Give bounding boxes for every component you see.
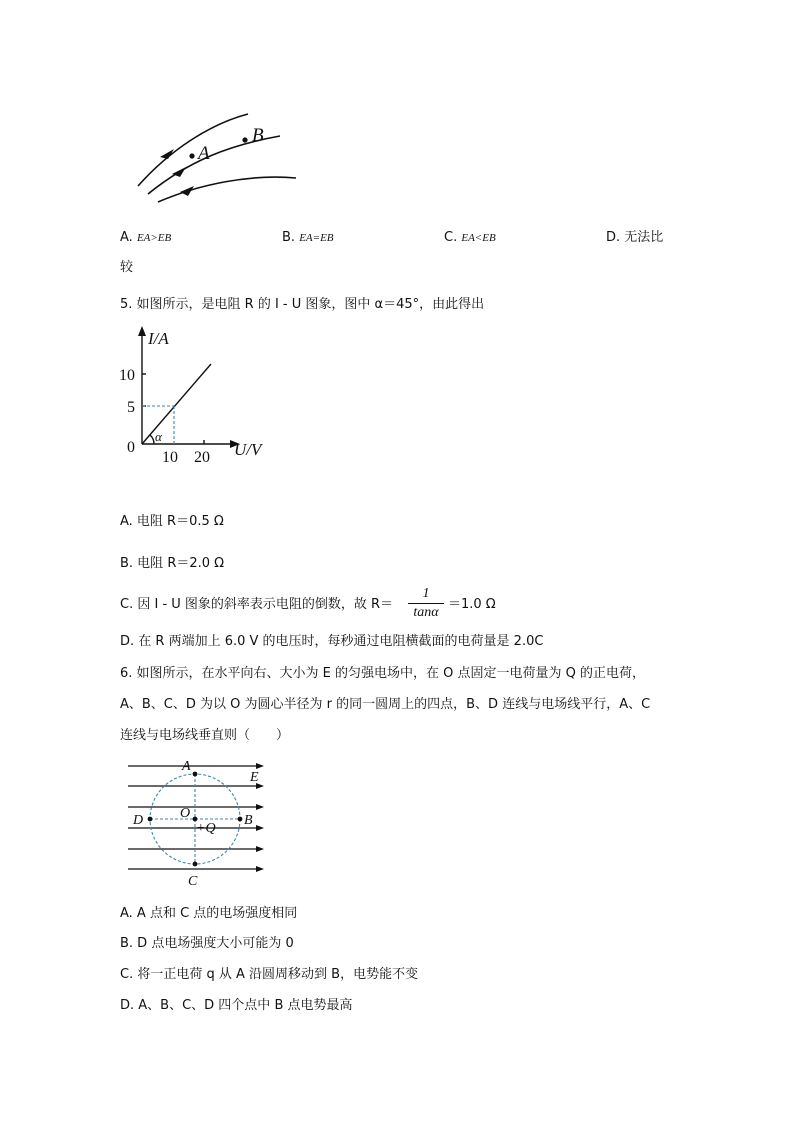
field-line-3 (158, 177, 296, 202)
point-B-dot (238, 817, 243, 822)
y-axis-label: I/A (148, 329, 169, 348)
q5-iu-graph (118, 322, 278, 467)
q5-option-c-suffix: ＝1.0 Ω (448, 597, 496, 612)
q6-stem-line-1: 6. 如图所示，在水平向右、大小为 E 的匀强电场中，在 O 点固定一电荷量为 Q 的正电荷， (120, 666, 646, 681)
q4-option-c[interactable] (444, 229, 496, 247)
iu-line (142, 364, 211, 444)
label-A: A (182, 759, 191, 774)
x-axis-label: U/V (234, 440, 262, 459)
field-arrow-5 (256, 846, 264, 852)
y-tick-label-5: 5 (127, 399, 135, 416)
y-axis-arrow (138, 326, 146, 336)
q4-option-c-expr: EA<EB (461, 232, 496, 244)
point-B-dot (242, 137, 247, 142)
x-tick-label-10: 10 (162, 449, 178, 466)
label-O: O (180, 806, 191, 821)
y-tick-label-10: 10 (119, 367, 135, 384)
q5-stem: 5. 如图所示，是电阻 R 的 I - U 图象，图中 α＝45°，由此得出 (120, 297, 485, 312)
q5-option-b[interactable]: B. 电阻 R＝2.0 Ω (120, 556, 225, 571)
q6-field-circle-figure (124, 756, 272, 890)
q6-stem-line-2: A、B、C、D 为以 O 为圆心半径为 r 的同一圆周上的四点，B、D 连线与电场线平行，A、C (120, 697, 651, 712)
q4-option-b-prefix: B. (282, 230, 296, 245)
q6-option-a[interactable]: A. A 点和 C 点的电场强度相同 (120, 906, 298, 921)
q4-option-c-prefix: C. (444, 230, 458, 245)
field-line-1 (138, 114, 248, 186)
point-A-dot (193, 772, 198, 777)
q4-option-d-prefix: D. (606, 230, 621, 245)
q5-option-c-fraction (408, 585, 444, 622)
field-arrow-1 (256, 763, 264, 769)
label-C: C (188, 874, 198, 889)
field-arrow-3 (256, 804, 264, 810)
label-Q: +Q (196, 821, 216, 836)
q4-option-a-prefix: A. (120, 230, 133, 245)
point-D-dot (148, 817, 153, 822)
q4-field-lines-figure (130, 110, 305, 205)
angle-arc (150, 435, 154, 444)
q4-option-d-text: 无法比 (624, 230, 664, 245)
q4-option-a[interactable] (120, 229, 171, 247)
q4-option-d[interactable] (606, 229, 663, 247)
point-A-dot (189, 153, 194, 158)
angle-label: α (155, 429, 162, 444)
arrow-head-3 (180, 186, 194, 196)
q6-stem-line-3: 连线与电场线垂直则（ ） (120, 728, 290, 743)
x-tick-label-20: 20 (194, 449, 210, 466)
point-A-label: A (198, 143, 210, 164)
label-E: E (250, 770, 259, 785)
q5-fraction-numerator: 1 (422, 586, 430, 601)
point-B-label: B (252, 125, 264, 146)
q6-option-d[interactable]: D. A、B、C、D 四个点中 B 点电势最高 (120, 998, 353, 1013)
q4-option-a-expr: EA>EB (136, 232, 172, 244)
field-arrow-6 (256, 866, 264, 872)
label-B: B (244, 813, 253, 828)
q5-fraction-denominator: tanα (413, 605, 439, 620)
label-D: D (133, 813, 144, 828)
y-tick-label-0: 0 (127, 439, 135, 456)
q5-option-c-prefix: C. 因 I - U 图象的斜率表示电阻的倒数，故 R＝ (120, 597, 394, 612)
q5-option-a[interactable]: A. 电阻 R＝0.5 Ω (120, 514, 224, 529)
q6-option-c[interactable]: C. 将一正电荷 q 从 A 沿圆周移动到 B，电势能不变 (120, 967, 419, 982)
q5-option-d[interactable]: D. 在 R 两端加上 6.0 V 的电压时，每秒通过电阻横截面的电荷量是 2.0C (120, 634, 544, 649)
q4-option-b[interactable] (282, 229, 334, 247)
field-arrow-4 (256, 825, 264, 831)
point-C-dot (193, 862, 198, 867)
q4-option-b-expr: EA=EB (299, 232, 334, 244)
q4-option-d-wrap: 较 (120, 260, 134, 275)
q6-option-b[interactable]: B. D 点电场强度大小可能为 0 (120, 936, 294, 951)
